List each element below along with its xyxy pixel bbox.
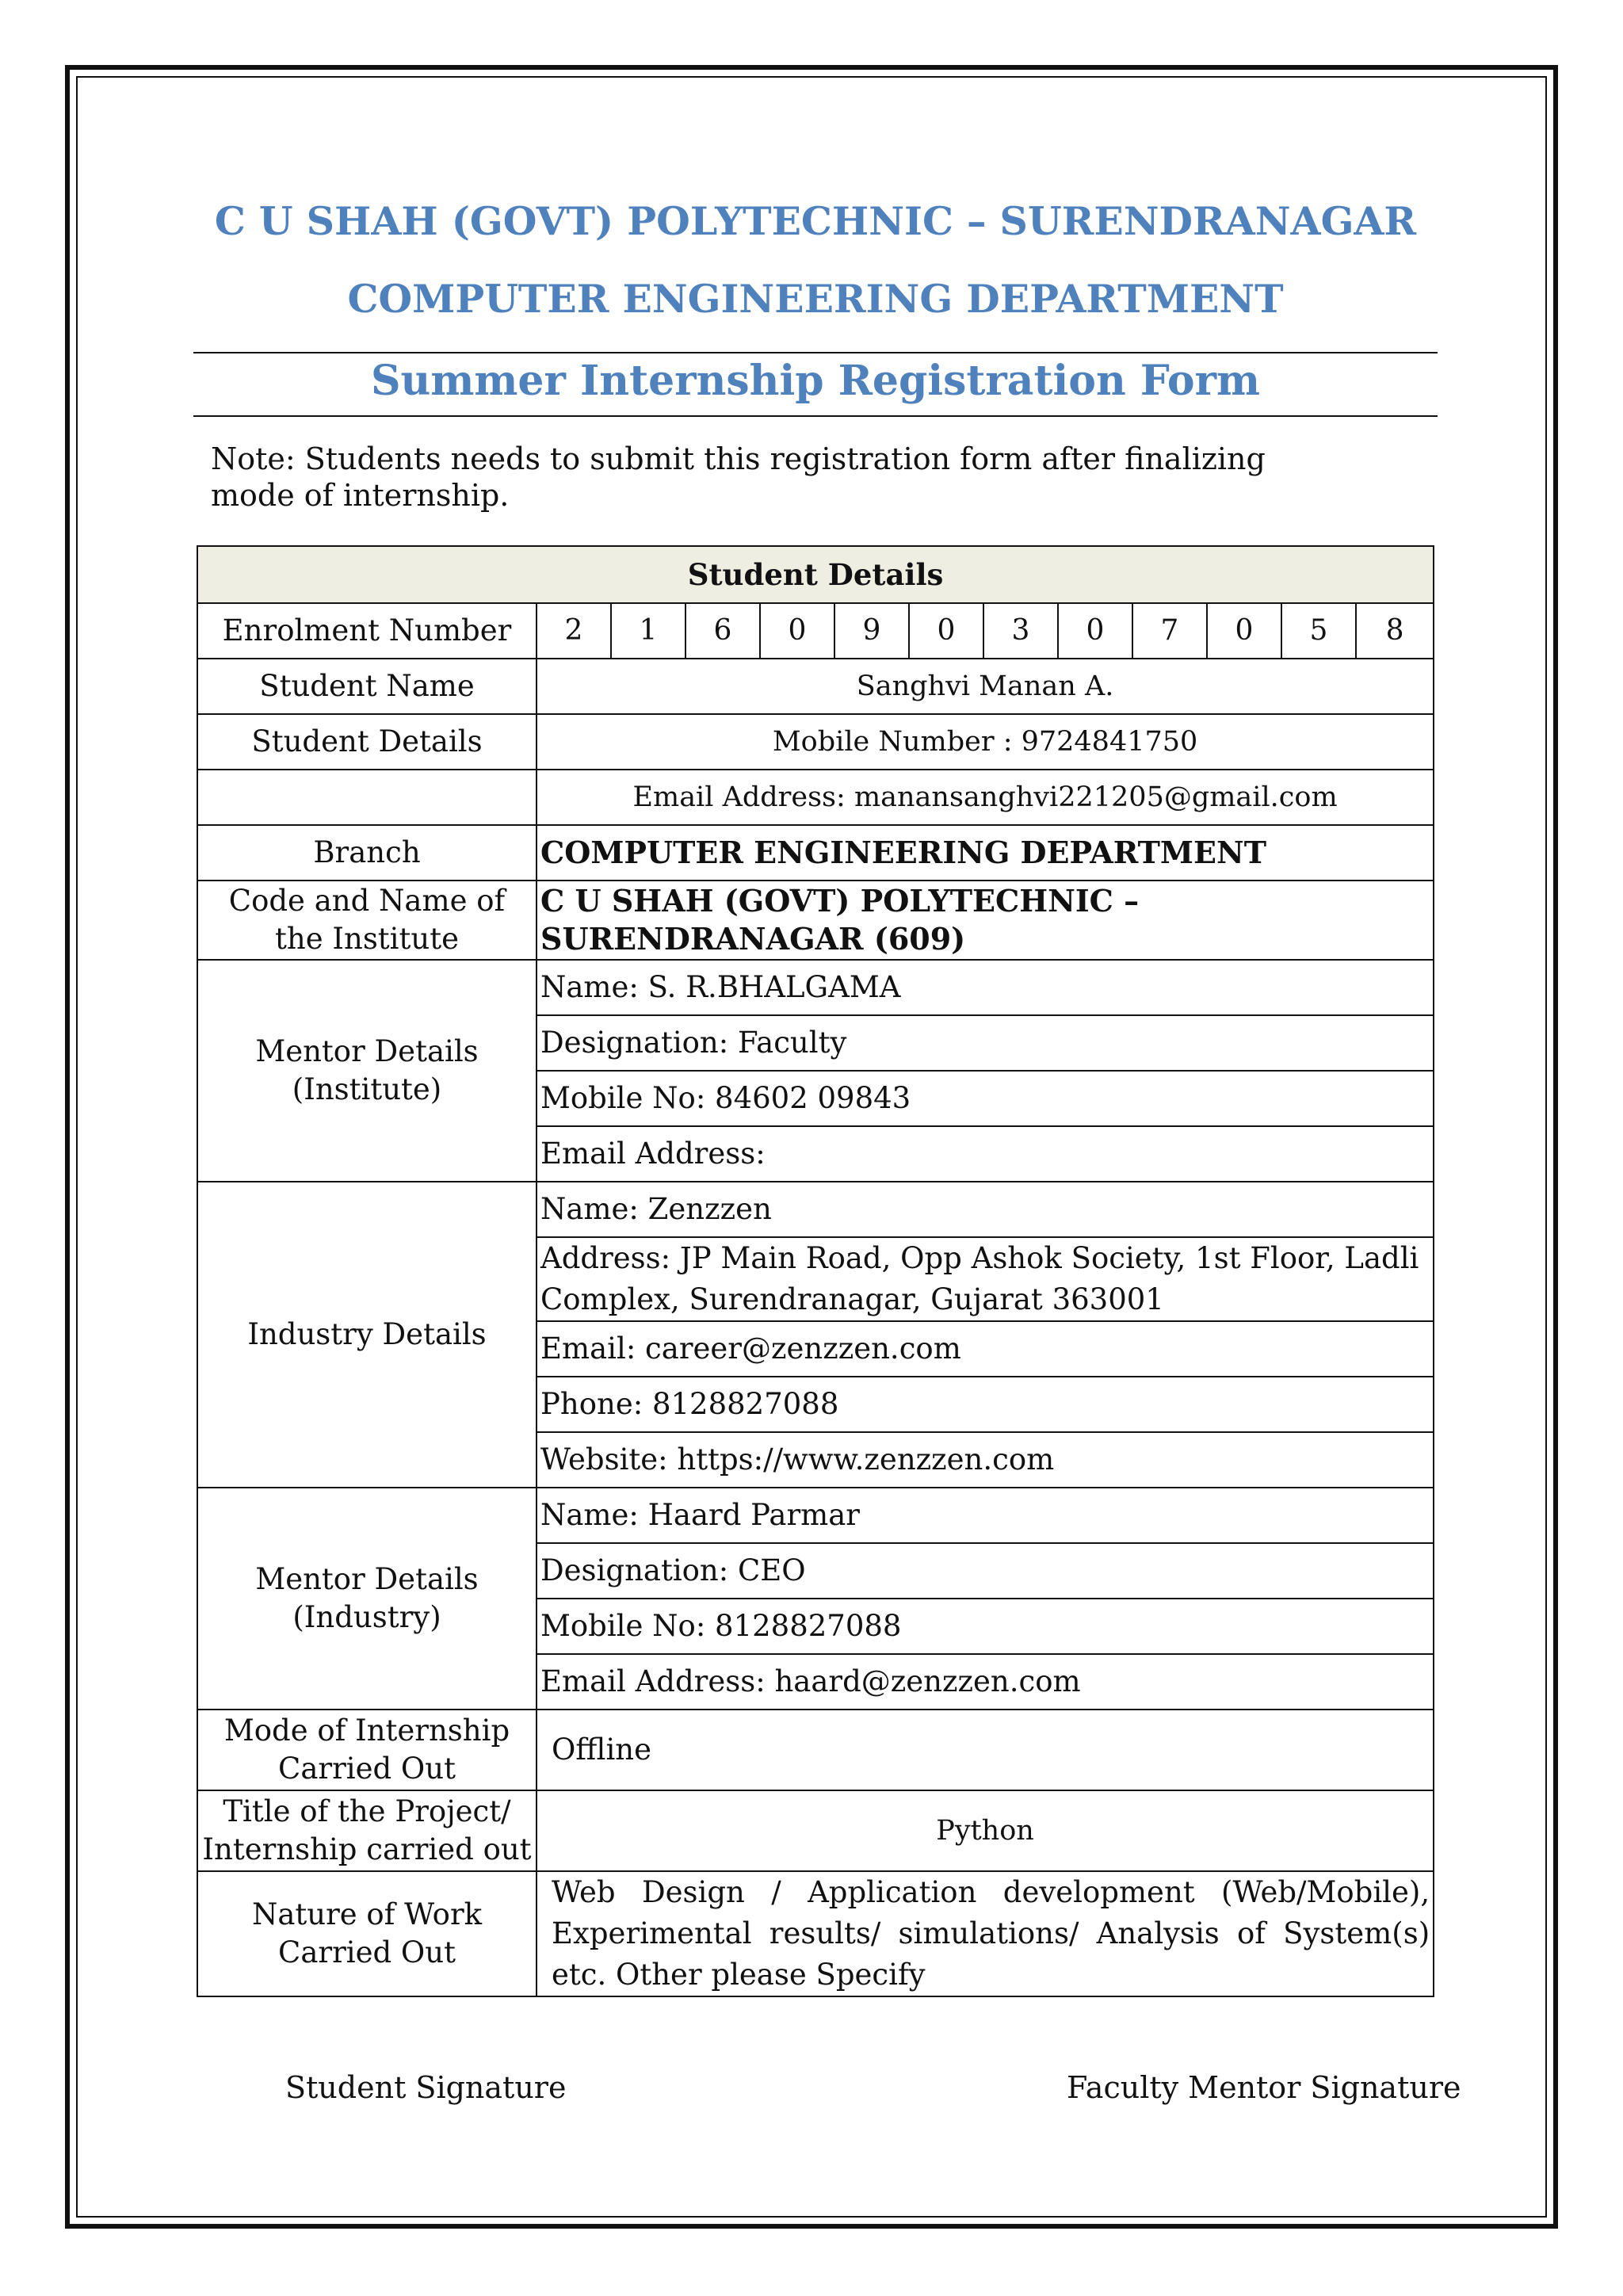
enrolment-digit: 0 — [1058, 603, 1132, 659]
submission-note: Note: Students needs to submit this registration form after finalizing mode of internship. — [211, 441, 1266, 513]
student-email-value: Email Address: manansanghvi221205@gmail.com — [537, 770, 1434, 825]
registration-table — [197, 545, 1434, 1997]
nature-label: Nature of Work Carried Out — [197, 1871, 537, 1996]
enrolment-label: Enrolment Number — [197, 603, 537, 659]
nature-value: Web Design / Application development (Web/Mobile), Experimental results/ simulations/ Analysis of System(s) etc. Other please Specify — [537, 1871, 1434, 1996]
enrolment-digit: 6 — [685, 603, 760, 659]
title-rule-top — [193, 352, 1438, 353]
mentor-institute-name: Name: S. R.BHALGAMA — [537, 960, 1434, 1015]
mentor-institute-designation: Designation: Faculty — [537, 1015, 1434, 1071]
mentor-industry-mobile: Mobile No: 8128827088 — [537, 1599, 1434, 1654]
mentor-industry-designation: Designation: CEO — [537, 1543, 1434, 1599]
enrolment-digit: 1 — [611, 603, 685, 659]
enrolment-digit: 0 — [909, 603, 983, 659]
student-name-label: Student Name — [197, 659, 537, 714]
project-title-value: Python — [537, 1790, 1434, 1871]
faculty-signature-label: Faculty Mentor Signature — [1067, 2070, 1461, 2105]
section-title: Student Details — [197, 546, 1434, 603]
mentor-industry-name: Name: Haard Parmar — [537, 1488, 1434, 1543]
enrolment-digit: 9 — [834, 603, 909, 659]
institute-label: Code and Name of the Institute — [197, 881, 537, 960]
student-name-value: Sanghvi Manan A. — [537, 659, 1434, 714]
enrolment-digit: 5 — [1281, 603, 1356, 659]
student-mobile-value: Mobile Number : 9724841750 — [537, 714, 1434, 770]
industry-name: Name: Zenzzen — [537, 1182, 1434, 1237]
institute-value: C U SHAH (GOVT) POLYTECHNIC – SURENDRANAGAR (609) — [537, 881, 1434, 960]
institute-heading: C U SHAH (GOVT) POLYTECHNIC – SURENDRANAGAR — [214, 198, 1417, 244]
enrolment-row — [197, 603, 1434, 659]
form-title: Summer Internship Registration Form — [370, 357, 1261, 405]
branch-value: COMPUTER ENGINEERING DEPARTMENT — [537, 825, 1434, 881]
mentor-institute-label: Mentor Details (Institute) — [197, 960, 537, 1182]
industry-website: Website: https://www.zenzzen.com — [537, 1432, 1434, 1488]
industry-phone: Phone: 8128827088 — [537, 1377, 1434, 1432]
student-signature-label: Student Signature — [285, 2070, 567, 2105]
title-rule-bottom — [193, 415, 1438, 417]
enrolment-digit: 8 — [1356, 603, 1434, 659]
student-details-label: Student Details — [197, 714, 537, 770]
mode-value: Offline — [537, 1710, 1434, 1790]
empty-cell — [197, 770, 537, 825]
enrolment-digit: 7 — [1132, 603, 1207, 659]
industry-address: Address: JP Main Road, Opp Ashok Society, 1st Floor, Ladli Complex, Surendranagar, Gujarat 363001 — [537, 1237, 1434, 1321]
industry-email: Email: career@zenzzen.com — [537, 1321, 1434, 1377]
mentor-institute-mobile: Mobile No: 84602 09843 — [537, 1071, 1434, 1126]
mentor-industry-label: Mentor Details (Industry) — [197, 1488, 537, 1710]
enrolment-digit: 2 — [537, 603, 611, 659]
mode-label: Mode of Internship Carried Out — [197, 1710, 537, 1790]
enrolment-digit: 0 — [760, 603, 834, 659]
mentor-institute-email: Email Address: — [537, 1126, 1434, 1182]
industry-label: Industry Details — [197, 1182, 537, 1488]
enrolment-digit: 3 — [983, 603, 1058, 659]
mentor-industry-email: Email Address: haard@zenzzen.com — [537, 1654, 1434, 1710]
branch-label: Branch — [197, 825, 537, 881]
department-heading: COMPUTER ENGINEERING DEPARTMENT — [347, 276, 1284, 322]
project-title-label: Title of the Project/ Internship carried out — [197, 1790, 537, 1871]
enrolment-digit: 0 — [1207, 603, 1281, 659]
